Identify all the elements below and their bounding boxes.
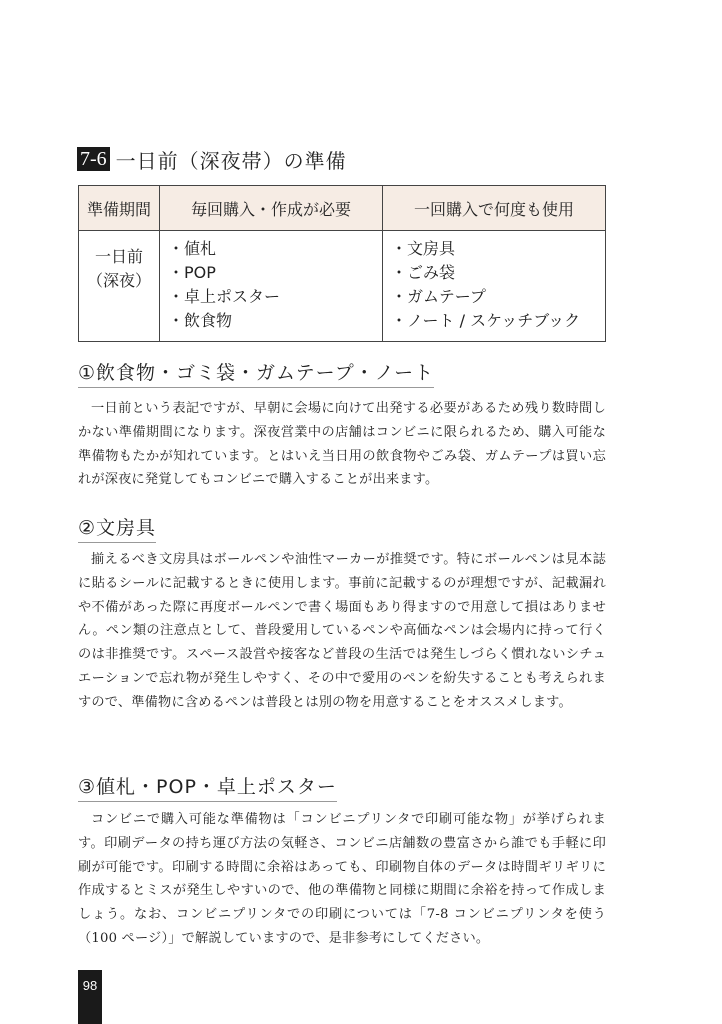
list-item: ・ 文房具 <box>391 237 597 261</box>
paragraph-stationery: 揃えるべき文房具はボールペンや油性マーカーが推奨です。特にボールペンは見本誌に貼るシールに記載するときに使用します。事前に記載するのが理想ですが、記載漏れや不備があった際に再度ボールペンで書く場面もあり得ますので用意して損はありません。ペン類の注意点として、普段愛用しているペンや高価なペンは会場内に持って行くのは非推奨です。スペース設営や接客など普段の生活では発生しづらく慣れないシチュエーションで忘れ物が発生しやすく、その中で愛用のペンを紛失することも考えられますので、準備物に含めるペンは普段とは別の物を用意することをオススメします。 <box>78 552 606 710</box>
preparation-table <box>78 185 606 342</box>
list-item: ・ 飲食物 <box>168 309 374 333</box>
period-line: （深夜） <box>86 271 151 290</box>
table-cell-period <box>79 231 160 342</box>
subheading-price-tags-pop-poster: ③値札・POP・卓上ポスター <box>78 772 337 802</box>
table-header-reusable: 一回購入で何度も使用 <box>383 186 606 231</box>
paragraph-food-bags-tape-notes: 一日前という表記ですが、早朝に会場に向けて出発する必要があるため残り数時間しかない準備期間になります。深夜営業中の店舗はコンビニに限られるため、購入可能な準備物もたかが知れています。とはいえ当日用の飲食物やごみ袋、ガムテープは買い忘れが深夜に発覚してもコンビニで購入することが出来ます。 <box>78 401 606 488</box>
list-item: ・ 値札 <box>168 237 374 261</box>
list-item: ・ POP <box>168 261 374 285</box>
paragraph-price-tags-pop-poster: コンビニで購入可能な準備物は「コンビニプリンタで印刷可能な物」が挙げられます。印刷データの持ち運び方法の気軽さ、コンビニ店舗数の豊富さから誰でも手軽に印刷が可能です。印刷する時間に余裕はあっても、印刷物自体のデータは時間ギリギリに作成するとミスが発生しやすいので、他の準備物と同様に期間に余裕を持って作成しましょう。なお、コンビニプリンタでの印刷については「7-8 コンビニプリンタを使う（100 ページ）」で解説していますので、是非参考にしてください。 <box>78 812 606 946</box>
list-item: ・ 卓上ポスター <box>168 285 374 309</box>
section-title <box>77 145 347 173</box>
table-header-each-time: 毎回購入・作成が必要 <box>160 186 383 231</box>
table-row <box>79 231 606 342</box>
list-item: ・ ガムテープ <box>391 285 597 309</box>
list-item: ・ ノート / スケッチブック <box>391 309 597 333</box>
section-number: 7-6 <box>77 147 110 171</box>
subheading-stationery: ②文房具 <box>78 513 156 543</box>
table-cell-each-time <box>160 231 383 342</box>
table-header-period: 準備期間 <box>79 186 160 231</box>
list-item: ・ ごみ袋 <box>391 261 597 285</box>
table-header-row <box>79 186 606 231</box>
page-number: 98 <box>82 978 98 993</box>
subheading-food-bags-tape-notes: ①飲食物・ゴミ袋・ガムテープ・ノート <box>78 358 434 388</box>
table-cell-reusable <box>383 231 606 342</box>
period-line: 一日前 <box>94 247 143 266</box>
section-heading: 一日前（深夜帯）の準備 <box>115 148 347 173</box>
